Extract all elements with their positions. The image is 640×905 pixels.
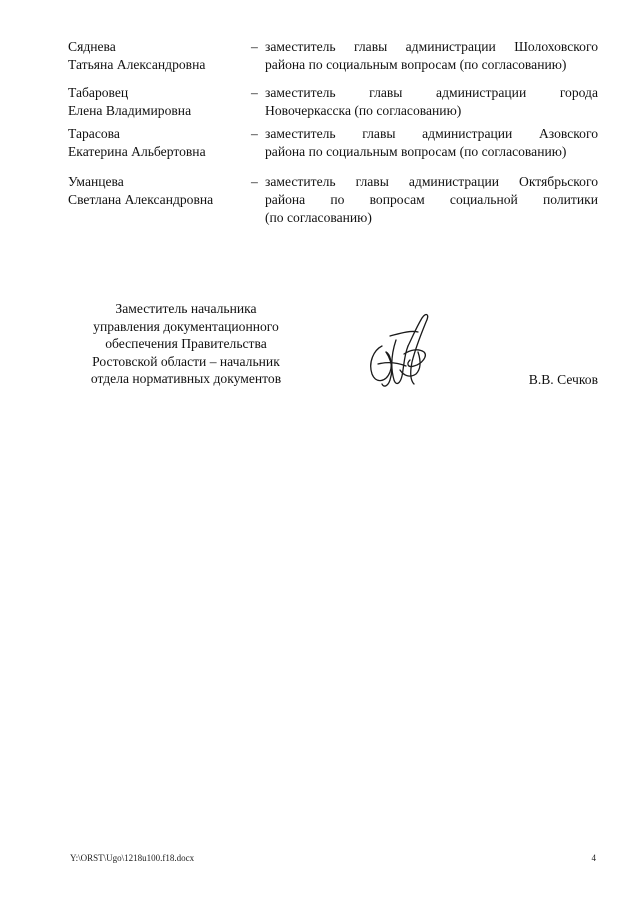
signatory-title-line: обеспечения Правительства bbox=[105, 336, 267, 351]
member-role-line: района по вопросам социальной политики bbox=[265, 192, 598, 207]
member-dash: – bbox=[251, 85, 258, 100]
footer-file-path: Y:\ORST\Ugo\1218u100.f18.docx bbox=[70, 853, 195, 863]
signatory-title-line: отдела нормативных документов bbox=[90, 371, 282, 386]
member-role-line: (по согласованию) bbox=[265, 210, 372, 225]
member-surname: Табаровец bbox=[68, 85, 129, 100]
member-role-line: заместитель главы администрации Октябрьского bbox=[265, 174, 598, 189]
member-given-names: Татьяна Александровна bbox=[68, 57, 206, 72]
member-role-line: заместитель главы администрации города bbox=[265, 85, 598, 100]
signatory-name: В.В. Сечков bbox=[528, 372, 598, 387]
member-surname: Уманцева bbox=[68, 174, 124, 189]
member-surname: Сяднева bbox=[68, 39, 116, 54]
member-given-names: Елена Владимировна bbox=[68, 103, 192, 118]
member-role-line: заместитель главы администрации Азовского bbox=[265, 126, 598, 141]
member-role-line: заместитель главы администрации Шолоховского bbox=[265, 39, 598, 54]
member-role bbox=[265, 173, 598, 227]
member-role bbox=[265, 38, 598, 74]
member-dash: – bbox=[251, 126, 258, 141]
member-dash: – bbox=[251, 174, 258, 189]
member-role bbox=[265, 125, 598, 161]
member-name bbox=[68, 173, 253, 209]
signatory-title-line: Заместитель начальника bbox=[115, 301, 257, 316]
member-dash: – bbox=[251, 39, 258, 54]
handwritten-signature bbox=[360, 306, 440, 392]
member-role-line: Новочеркасска (по согласованию) bbox=[265, 103, 462, 118]
member-given-names: Светлана Александровна bbox=[68, 192, 214, 207]
member-surname: Тарасова bbox=[68, 126, 120, 141]
member-name bbox=[68, 38, 253, 74]
member-role-line: района по социальным вопросам (по согласованию) bbox=[265, 57, 567, 72]
page-number: 4 bbox=[591, 853, 596, 863]
member-given-names: Екатерина Альбертовна bbox=[68, 144, 206, 159]
member-role-line: района по социальным вопросам (по согласованию) bbox=[265, 144, 567, 159]
member-role bbox=[265, 84, 598, 120]
signatory-position-title bbox=[70, 300, 302, 388]
signatory-title-line: управления документационного bbox=[93, 318, 279, 334]
member-name bbox=[68, 125, 253, 161]
signatory-title-line: Ростовской области – начальник bbox=[92, 353, 280, 369]
member-name bbox=[68, 84, 253, 120]
